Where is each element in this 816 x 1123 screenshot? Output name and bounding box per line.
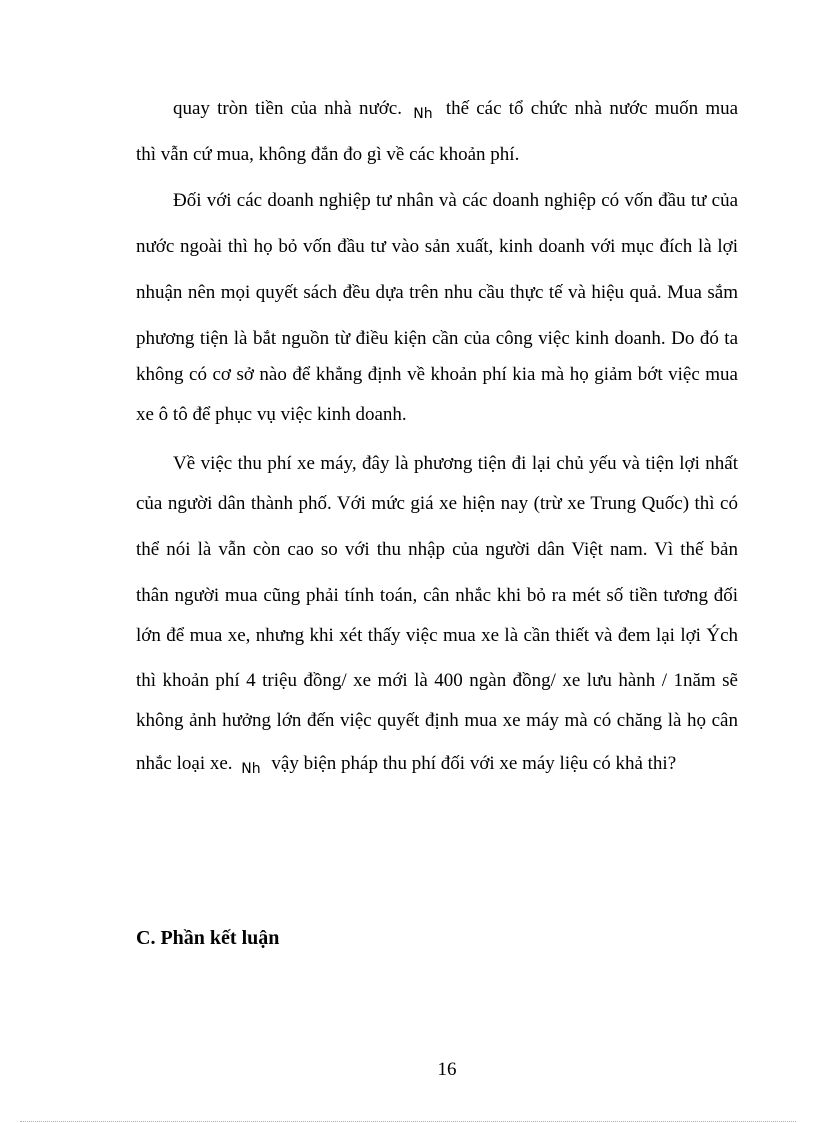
text-line: Đối với các doanh nghiệp tư nhân và các doanh nghiệp có vốn đầu tư của — [173, 190, 738, 211]
text-fragment: nhắc loại xe. — [136, 753, 233, 774]
text-fragment-small: Nh — [413, 106, 433, 122]
text-fragment: thế các tổ chức nhà nước muốn mua — [445, 98, 739, 119]
text-line: của người dân thành phố. Với mức giá xe hiện nay (trừ xe Trung Quốc) thì có — [136, 493, 738, 514]
text-line: không ảnh hưởng lớn đến việc quyết định mua xe máy mà có chăng là họ cân — [136, 710, 738, 731]
text-line: thì vẫn cứ mua, không đắn đo gì về các khoản phí. — [136, 144, 520, 165]
text-fragment-small: Nh — [241, 761, 261, 777]
text-line — [136, 752, 676, 777]
text-line: nhuận nên mọi quyết sách đều dựa trên nhu cầu thực tế và hiệu quả. Mua sắm — [136, 282, 738, 303]
text-line — [173, 97, 738, 122]
page-number: 16 — [437, 1059, 457, 1080]
text-line: phương tiện là bắt nguồn từ điều kiện cần của công việc kinh doanh. Do đó ta — [136, 328, 738, 349]
section-heading: C. Phần kết luận — [136, 927, 280, 949]
text-line: Về việc thu phí xe máy, đây là phương tiện đi lại chủ yếu và tiện lợi nhất — [173, 453, 738, 474]
text-fragment: vậy biện pháp thu phí đối với xe máy liệu có khả thi? — [271, 753, 677, 774]
page-bottom-divider — [20, 1121, 796, 1122]
text-line: lớn để mua xe, nhưng khi xét thấy việc mua xe là cần thiết và đem lại lợi Ých — [136, 625, 738, 646]
text-line: xe ô tô để phục vụ việc kinh doanh. — [136, 404, 407, 425]
text-line: nước ngoài thì họ bỏ vốn đầu tư vào sản xuất, kinh doanh với mục đích là lợi — [136, 236, 738, 257]
text-fragment: quay tròn tiền của nhà nước. — [173, 98, 402, 119]
text-line: thì khoản phí 4 triệu đồng/ xe mới là 400 ngàn đồng/ xe lưu hành / 1năm sẽ — [136, 670, 738, 691]
text-line: không có cơ sở nào để khẳng định về khoản phí kia mà họ giảm bớt việc mua — [136, 364, 738, 385]
text-line: thể nói là vẫn còn cao so với thu nhập của người dân Việt nam. Vì thế bản — [136, 539, 738, 560]
text-line: thân người mua cũng phải tính toán, cân nhắc khi bỏ ra mét số tiền tương đối — [136, 585, 738, 606]
